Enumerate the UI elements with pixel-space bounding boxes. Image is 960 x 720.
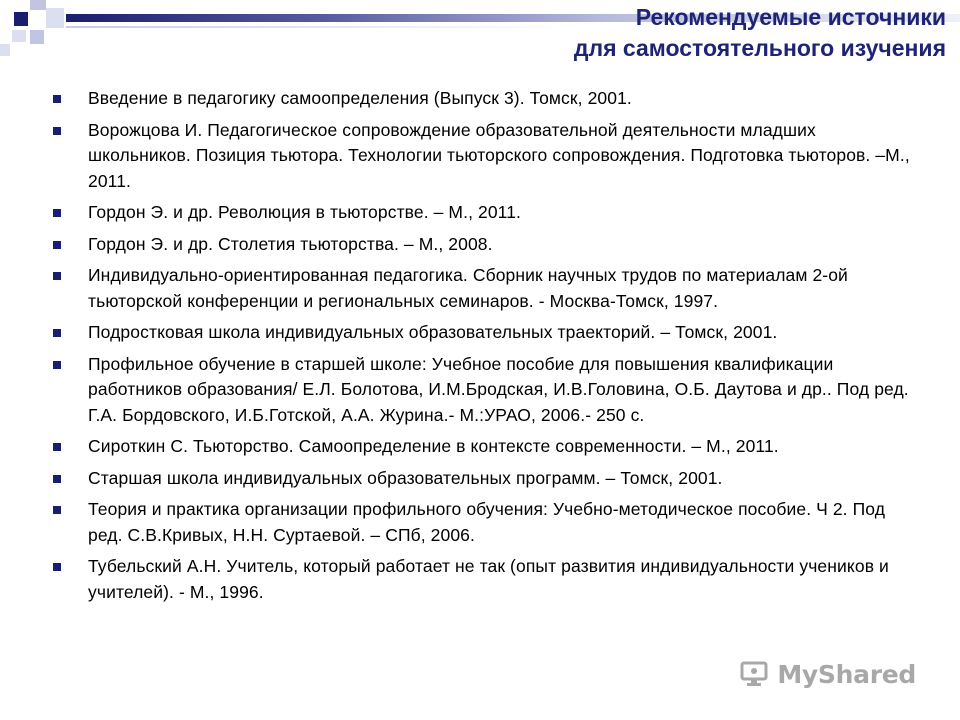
decor-square	[0, 44, 10, 56]
list-item-text: Гордон Э. и др. Столетия тьюторства. – М., 2008.	[88, 233, 493, 254]
list-item-text: Старшая школа индивидуальных образовательных программ. – Томск, 2001.	[88, 467, 723, 488]
decor-square	[12, 30, 26, 42]
list-item-text: Индивидуально-ориентированная педагогика. Сборник научных трудов по материалам 2-ой тьюторской конференции и региональных семинаров. - Москва-Томск, 1997.	[88, 265, 848, 311]
list-item	[0, 466, 960, 492]
list-item	[0, 352, 960, 429]
monitor-icon	[739, 659, 769, 689]
list-item	[0, 434, 960, 460]
bullet-square-icon	[53, 272, 61, 280]
bullet-square-icon	[53, 95, 61, 103]
bullet-square-icon	[53, 506, 61, 514]
decor-square	[30, 0, 46, 10]
sources-list	[0, 86, 960, 611]
slide-title	[574, 2, 946, 64]
watermark-text: MyShared	[777, 659, 916, 689]
list-item	[0, 232, 960, 258]
list-item	[0, 86, 960, 112]
list-item	[0, 200, 960, 226]
bullet-square-icon	[53, 443, 61, 451]
list-item	[0, 118, 960, 195]
bullet-square-icon	[53, 241, 61, 249]
header-bar-lower	[66, 26, 566, 28]
list-item	[0, 497, 960, 548]
watermark	[733, 654, 926, 694]
bullet-square-icon	[53, 329, 61, 337]
decor-square	[30, 30, 44, 44]
list-item	[0, 263, 960, 314]
bullet-square-icon	[53, 209, 61, 217]
list-item	[0, 320, 960, 346]
list-item-text: Сироткин С. Тьюторство. Самоопределение в контексте современности. – М., 2011.	[88, 436, 779, 456]
list-item-text: Гордон Э. и др. Революция в тьюторстве. – М., 2011.	[88, 202, 521, 222]
bullet-square-icon	[53, 127, 61, 135]
list-item-text: Введение в педагогику самоопределения (Выпуск 3). Томск, 2001.	[88, 88, 632, 108]
title-line-2: для самостоятельного изучения	[573, 35, 946, 61]
bullet-square-icon	[53, 361, 61, 369]
list-item-text: Тубельский А.Н. Учитель, который работает не так (опыт развития индивидуальности учеников и учителей). - М., 1996.	[88, 556, 889, 602]
bullet-square-icon	[53, 563, 61, 571]
title-line-1: Рекомендуемые источники	[635, 4, 946, 30]
list-item	[0, 554, 960, 605]
decor-square	[14, 12, 28, 26]
decor-square	[46, 8, 64, 28]
list-item-text: Теория и практика организации профильного обучения: Учебно-методическое пособие. Ч 2. Под ред. С.В.Кривых, Н.Н. Суртаевой. – СПб, 2006.	[88, 499, 886, 545]
bullet-square-icon	[53, 475, 61, 483]
list-item-text: Подростковая школа индивидуальных образовательных траекторий. – Томск, 2001.	[88, 322, 778, 342]
list-item-text: Профильное обучение в старшей школе: Учебное пособие для повышения квалификации работников образования/ Е.Л. Болотова, И.М.Бродская, И.В.Головина, О.Б. Даутова и др.. Под ред. Г.А. Бордовского, И.Б.Готской, А.А. Журина.- М.:УРАО, 2006.- 250 с.	[88, 353, 909, 425]
list-item-text: Ворожцова И. Педагогическое сопровождение образовательной деятельности младших школьников. Позиция тьютора. Технологии тьюторского сопровождения. Подготовка тьюторов. –М., 2011.	[88, 119, 910, 191]
